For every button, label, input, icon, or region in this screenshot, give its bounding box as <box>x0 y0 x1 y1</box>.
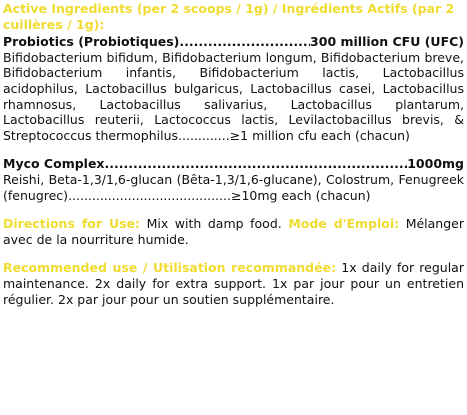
probiotic-strain-amount: ≥1 million cfu each (chacun) <box>229 127 410 143</box>
recommended-text: 1x daily for regular maintenance. 2x daily for extra support. 1x par jour pour un entretien régulier. 2x par jour pour un soutien supplémentaire. <box>3 260 464 307</box>
myco-items-text: Reishi, Beta-1,3/1,6-glucan (Bêta-1,3/1,6-glucane), Colostrum, Fenugreek (fenugrec) <box>3 171 464 203</box>
myco-items-dots: ......................................... <box>68 187 231 203</box>
myco-amount: 1000mg <box>407 156 464 172</box>
directions-text-fr: Mélanger avec de la nourriture humide. <box>3 216 464 247</box>
probiotics-row <box>3 34 464 50</box>
directions-section <box>3 216 464 247</box>
ingredients-heading: Active Ingredients (per 2 scoops / 1g) / Ingrédients Actifs (par 2 cuillères / 1g): <box>3 1 455 32</box>
myco-items <box>3 172 464 203</box>
probiotics-label: Probiotics (Probiotiques) ..... <box>3 34 310 50</box>
probiotic-strains <box>3 50 464 144</box>
probiotic-strains-dots: ............. <box>178 127 230 143</box>
directions-label-fr: Mode d'Emploi: <box>288 216 400 232</box>
directions-text-en: Mix with damp food. <box>146 216 282 232</box>
probiotic-strains-text: Bifidobacterium bifidum, Bifidobacterium longum, Bifidobacterium breve, Bifidobacterium infantis, Bifidobacterium lactis, Lactobacillus acidophilus, Lactobacillus bulgaricus, Lactobacillus casei, Lactobacillus rhamnosus, Lactobacillus salivarius, Lactobacillus plantarum, Lactobacillus reuterii, Lactococcus lactis, Levilactobacillus brevis, & Streptococcus thermophilus <box>3 49 464 143</box>
recommended-section <box>3 260 464 307</box>
probiotics-amount: 300 million CFU (UFC) <box>310 34 464 50</box>
myco-item-amount: ≥10mg each (chacun) <box>230 187 371 203</box>
myco-row <box>3 156 464 172</box>
recommended-label: Recommended use / Utilisation recommandée: <box>3 260 337 276</box>
directions-label-en: Directions for Use: <box>3 216 141 232</box>
myco-label: Myco Complex ..... <box>3 156 407 172</box>
